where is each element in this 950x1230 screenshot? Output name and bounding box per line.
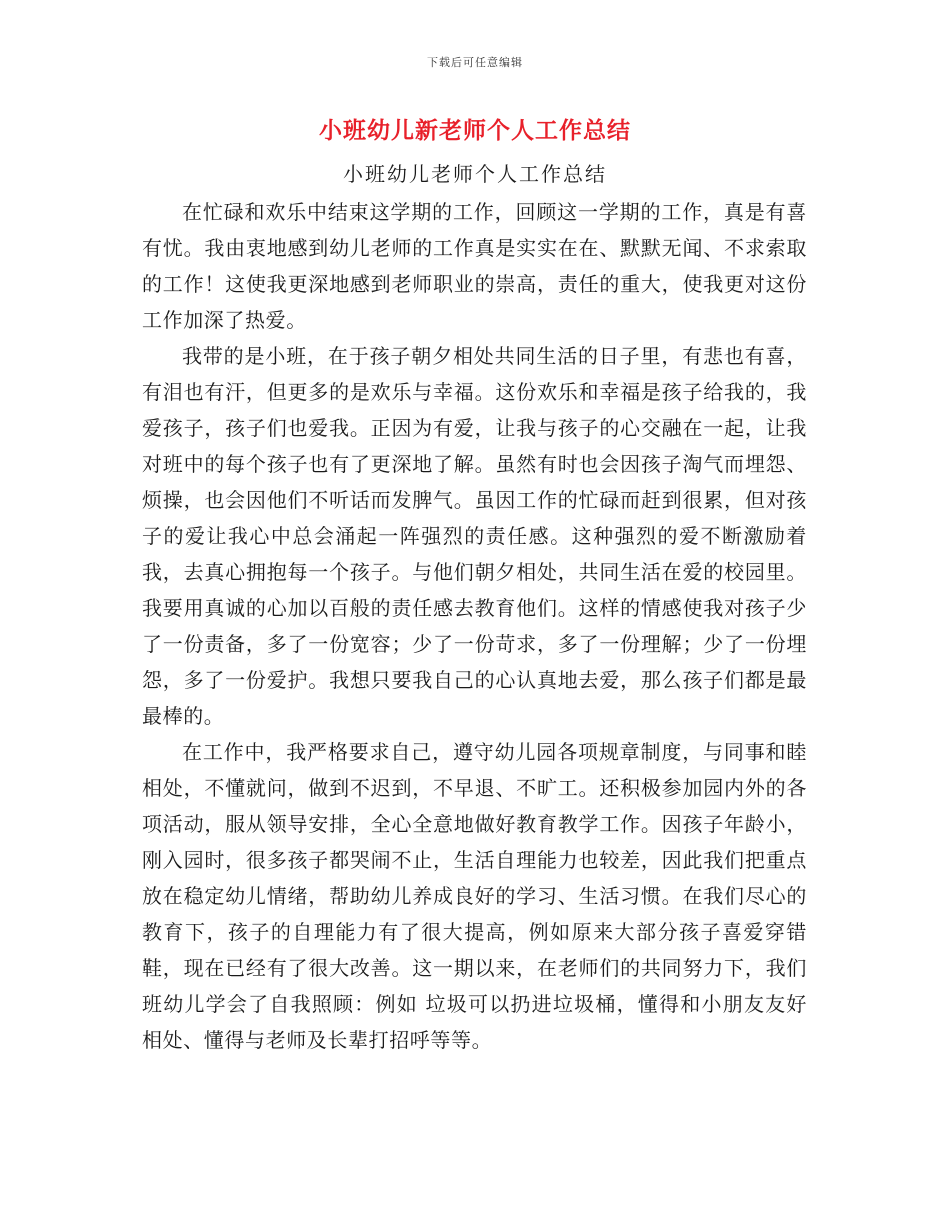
document-title: 小班幼儿新老师个人工作总结 [319, 117, 631, 144]
paragraph: 在忙碌和欢乐中结束这学期的工作，回顾这一学期的工作，真是有喜有忧。我由衷地感到幼儿老师的工作真是实实在在、默默无闻、不求索取的工作！这使我更深地感到老师职业的崇高，责任的重大，使我更对这份工作加深了热爱。 [142, 200, 807, 332]
paragraph: 在工作中，我严格要求自己，遵守幼儿园各项规章制度，与同事和睦相处，不懂就问，做到不迟到，不早退、不旷工。还积极参加园内外的各项活动，服从领导安排，全心全意地做好教育教学工作。因孩子年龄小，刚入园时，很多孩子都哭闹不止，生活自理能力也较差，因此我们把重点放在稳定幼儿情绪，帮助幼儿养成良好的学习、生活习惯。在我们尽心的教育下，孩子的自理能力有了很大提高，例如原来大部分孩子喜爱穿错鞋，现在已经有了很大改善。这一期以来，在老师们的共同努力下，我们班幼儿学会了自我照顾：例如 垃圾可以扔进垃圾桶，懂得和小朋友友好相处、懂得与老师及长辈打招呼等等。 [142, 740, 807, 1052]
paragraph: 我带的是小班，在于孩子朝夕相处共同生活的日子里，有悲也有喜，有泪也有汗，但更多的是欢乐与幸福。这份欢乐和幸福是孩子给我的，我爱孩子，孩子们也爱我。正因为有爱，让我与孩子的心交融在一起，让我对班中的每个孩子也有了更深地了解。虽然有时也会因孩子淘气而埋怨、烦操，也会因他们不听话而发脾气。虽因工作的忙碌而赶到很累，但对孩子的爱让我心中总会涌起一阵强烈的责任感。这种强烈的爱不断激励着我，去真心拥抱每一个孩子。与他们朝夕相处，共同生活在爱的校园里。我要用真诚的心加以百般的责任感去教育他们。这样的情感使我对孩子少了一份责备，多了一份宽容；少了一份苛求，多了一份理解；少了一份埋怨，多了一份爱护。我想只要我自己的心认真地去爱，那么孩子们都是最最棒的。 [142, 344, 807, 728]
header-note: 下载后可任意编辑 [427, 56, 523, 69]
document-body [142, 194, 807, 1058]
document-subtitle: 小班幼儿老师个人工作总结 [343, 162, 607, 186]
